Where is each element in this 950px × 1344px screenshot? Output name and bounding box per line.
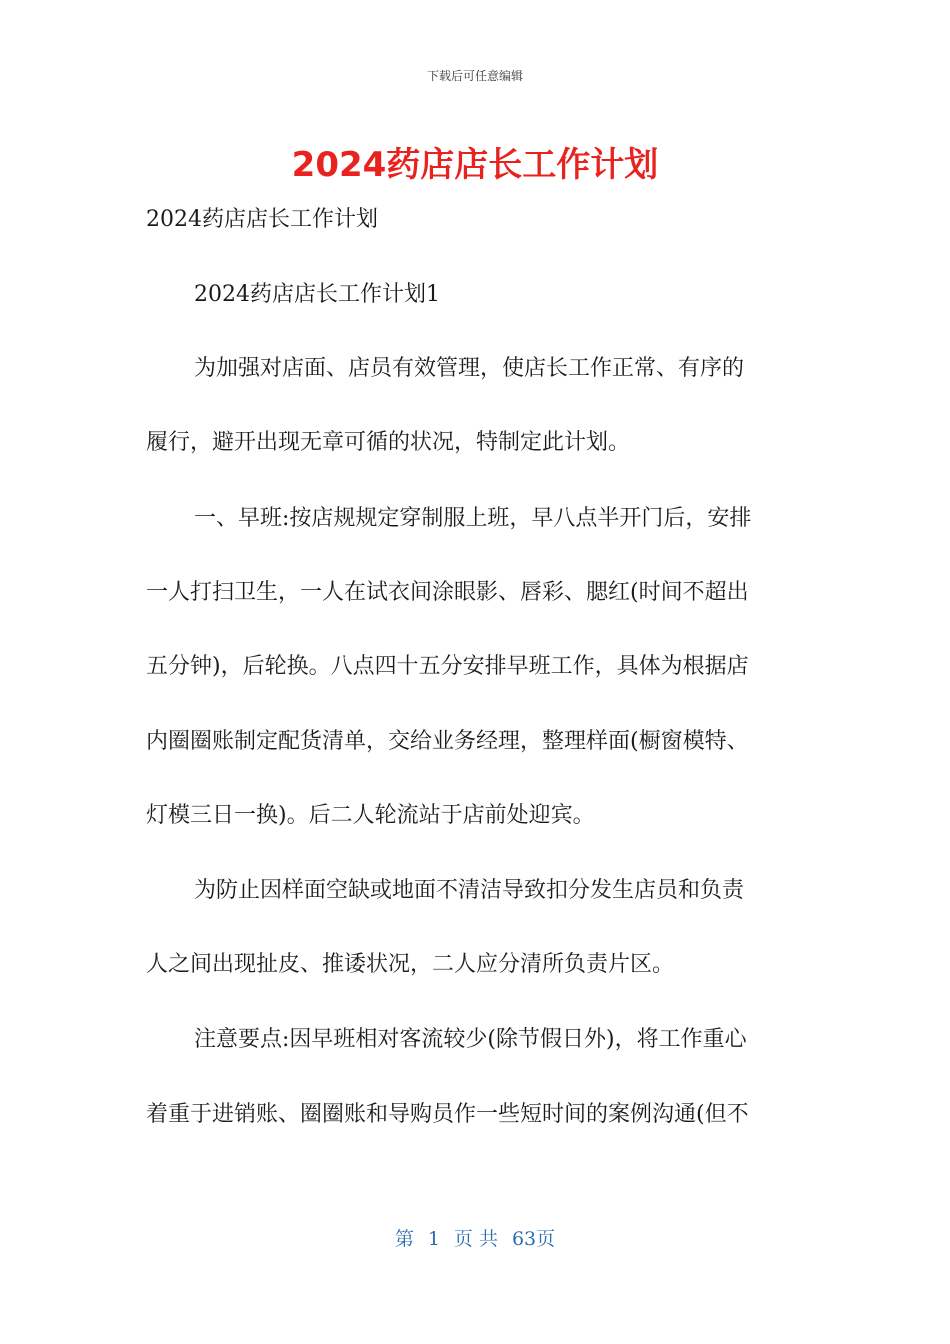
body-line: 为加强对店面、店员有效管理，使店长工作正常、有序的 xyxy=(194,356,745,381)
footer-total-pages: 63 xyxy=(511,1228,537,1250)
body-line: 一人打扫卫生，一人在试衣间涂眼影、唇彩、腮红(时间不超出 xyxy=(146,580,749,605)
footer-page-number: 1 xyxy=(427,1228,440,1250)
document-title: 2024药店店长工作计划 xyxy=(291,145,659,185)
footer-middle: 页 共 xyxy=(453,1228,498,1250)
header-note: 下载后可任意编辑 xyxy=(426,69,523,83)
body-line: 履行，避开出现无章可循的状况，特制定此计划。 xyxy=(146,430,631,455)
body-line: 五分钟)，后轮换。八点四十五分安排早班工作，具体为根据店 xyxy=(146,654,749,679)
body-line: 为防止因样面空缺或地面不清洁导致扣分发生店员和负责 xyxy=(194,878,745,903)
body-line: 灯模三日一换)。后二人轮流站于店前处迎宾。 xyxy=(146,803,595,828)
body-line: 2024药店店长工作计划 xyxy=(146,207,378,232)
body-line: 内圈圈账制定配货清单，交给业务经理，整理样面(橱窗模特、 xyxy=(146,729,749,754)
body-line: 注意要点:因早班相对客流较少(除节假日外)，将工作重心 xyxy=(194,1027,747,1052)
body-line: 人之间出现扯皮、推诿状况，二人应分清所负责片区。 xyxy=(146,952,675,977)
footer-prefix: 第 xyxy=(394,1228,414,1250)
body-line: 着重于进销账、圈圈账和导购员作一些短时间的案例沟通(但不 xyxy=(146,1102,749,1127)
page-footer xyxy=(0,1226,950,1252)
body-line: 一、早班:按店规规定穿制服上班，早八点半开门后，安排 xyxy=(194,506,752,531)
footer-suffix: 页 xyxy=(536,1228,556,1250)
body-line: 2024药店店长工作计划1 xyxy=(194,282,440,307)
